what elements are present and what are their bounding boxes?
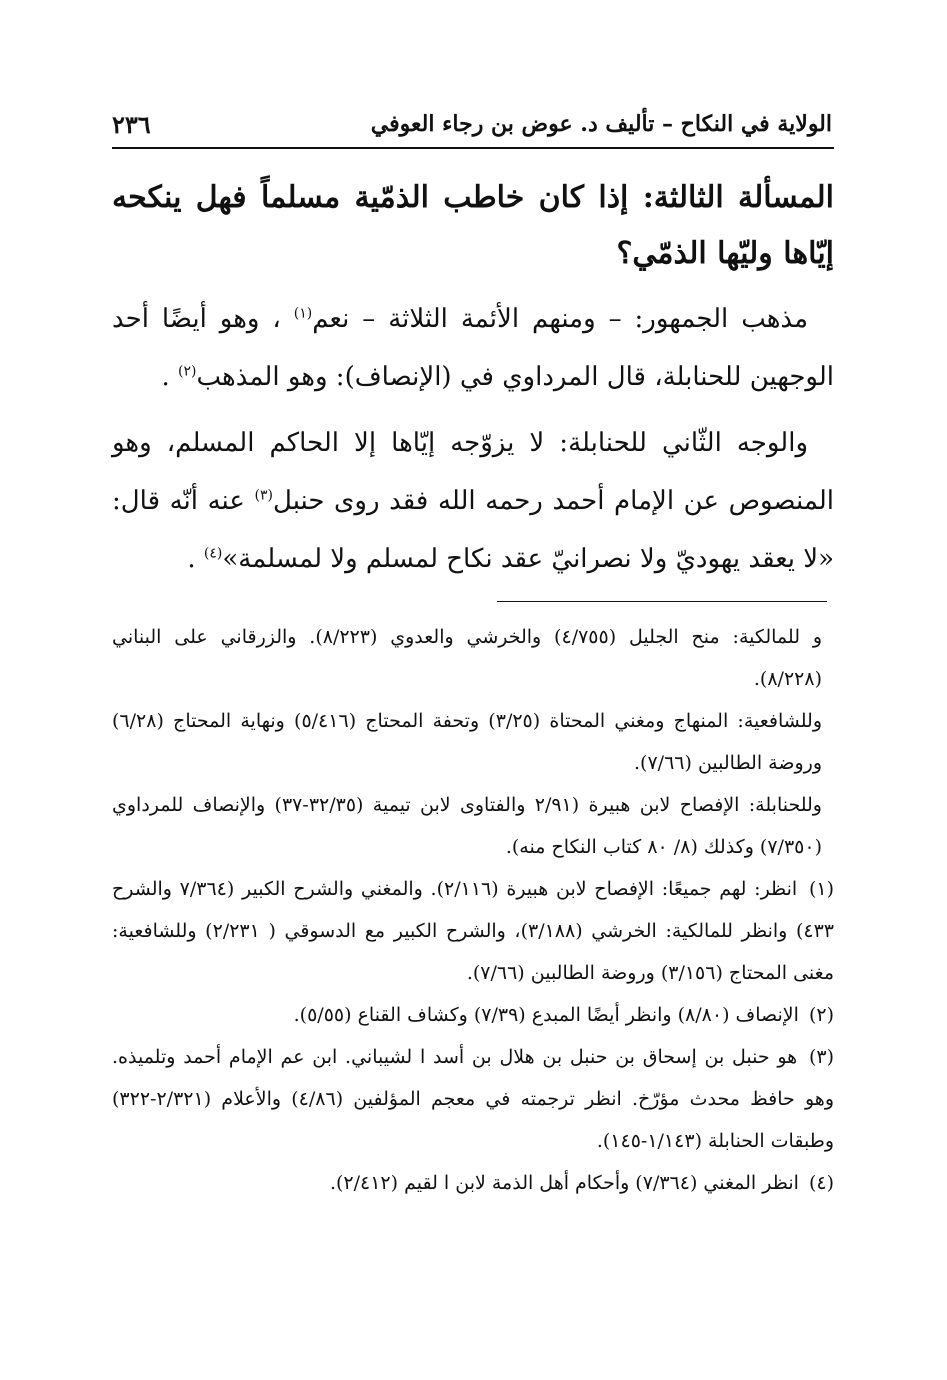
footnote-separator — [497, 601, 827, 602]
footnote-continuation-maliki: و للمالكية: منح الجليل (٤/٧٥٥) والخرشي والعدوي (٨/٢٢٣). والزرقاني على البناني (٨/٢٢٨). — [112, 626, 822, 690]
paragraph-text: مذهب الجمهور: – ومنهم الأئمة الثلاثة – نعم — [312, 304, 809, 334]
running-title: الولاية في النكاح – تأليف د. عوض بن رجاء العوفي — [370, 111, 832, 137]
paragraph-text: والوجه الثّاني للحنابلة: لا يزوّجه إيّاها إلا الحاكم المسلم، وهو المنصوص عن الإمام أحمد رحمه الله فقد روى حنبل — [112, 428, 835, 516]
footnotes — [112, 616, 834, 1204]
paragraph-majority-view — [112, 290, 834, 406]
footnote-ref-2[interactable]: (٢) — [178, 363, 197, 380]
footnote-text: هو حنبل بن إسحاق بن حنبل بن هلال بن أسد ا لشيباني. ابن عم الإمام أحمد وتلميذه. وهو حافظ محدث مؤرّخ. انظر ترجمته في معجم المؤلفين (٤/٨٦) والأعلام (٢/٣٢١-٣٢٢) وطبقات الحنابلة (١/١٤٣-١٤٥). — [112, 1046, 834, 1152]
issue-heading: المسألة الثالثة: إذا كان خاطب الذمّية مسلماً فهل ينكحه إيّاها وليّها الذمّي؟ — [112, 180, 834, 271]
footnote-text: انظر المغني (٧/٣٦٤) وأحكام أهل الذمة لابن ا لقيم (٢/٤١٢). — [329, 1172, 799, 1194]
header-rule — [112, 147, 834, 149]
footnote-number: (١) — [808, 878, 834, 900]
page-number: ٢٣٦ — [112, 109, 151, 139]
footnote-continuation-shafii: وللشافعية: المنهاج ومغني المحتاة (٣/٢٥) وتحفة المحتاج (٥/٤١٦) ونهاية المحتاج (٦/٢٨) وروضة الطالبين (٧/٦٦). — [112, 710, 822, 774]
footnote-text: الإنصاف (٨/٨٠) وانظر أيضًا المبدع (٧/٣٩) وكشاف القناع (٥/٥٥). — [293, 1004, 799, 1026]
main-text — [112, 170, 834, 596]
paragraph-text: . — [161, 362, 170, 392]
footnote-ref-1[interactable]: (١) — [293, 305, 313, 322]
footnote-ref-3[interactable]: (٣) — [254, 487, 273, 504]
footnote-text: انظر: لهم جميعًا: الإفصاح لابن هبيرة (٢/١١٦). والمغني والشرح الكبير (٧/٣٦٤ والشرح ٤٣٣) وانظر للمالكية: الخرشي (٣/١٨٨)، والشرح الكبير مع الدسوقي ( ٢/٢٣١) وللشافعية: مغنى المحتاج (٣/١٥٦) وروضة الطالبين (٧/٦٦). — [112, 878, 835, 984]
paragraph-second-view — [112, 414, 834, 588]
footnote-number: (٣) — [808, 1046, 835, 1068]
footnote-continuation-hanbali: وللحنابلة: الإفصاح لابن هبيرة (٢/٩١ والفتاوى لابن تيمية (٣٢/٣٥-٣٧) والإنصاف للمرداوي (٧/٣٥٠) وكذلك (٨/ ٨٠ كتاب النكاح منه). — [112, 794, 822, 858]
footnote-number: (٤) — [808, 1172, 834, 1194]
footnote-4 — [112, 1162, 834, 1204]
footnote-ref-4[interactable]: (٤) — [203, 545, 223, 562]
footnote-number: (٢) — [808, 1004, 834, 1026]
page-header — [112, 104, 832, 144]
footnote-1 — [112, 868, 834, 994]
paragraph-text: ، وهو أيضًا أحد الوجهين للحنابلة، قال المرداوي في (الإنصاف): وهو المذهب — [112, 304, 834, 392]
footnote-3 — [112, 1036, 834, 1162]
paragraph-text: عنه أنّه قال: «لا يعقد يهوديّ ولا نصرانيّ عقد نكاح لمسلم ولا لمسلمة» — [112, 486, 834, 574]
paragraph-text: . — [187, 544, 196, 574]
footnote-2 — [112, 994, 834, 1036]
